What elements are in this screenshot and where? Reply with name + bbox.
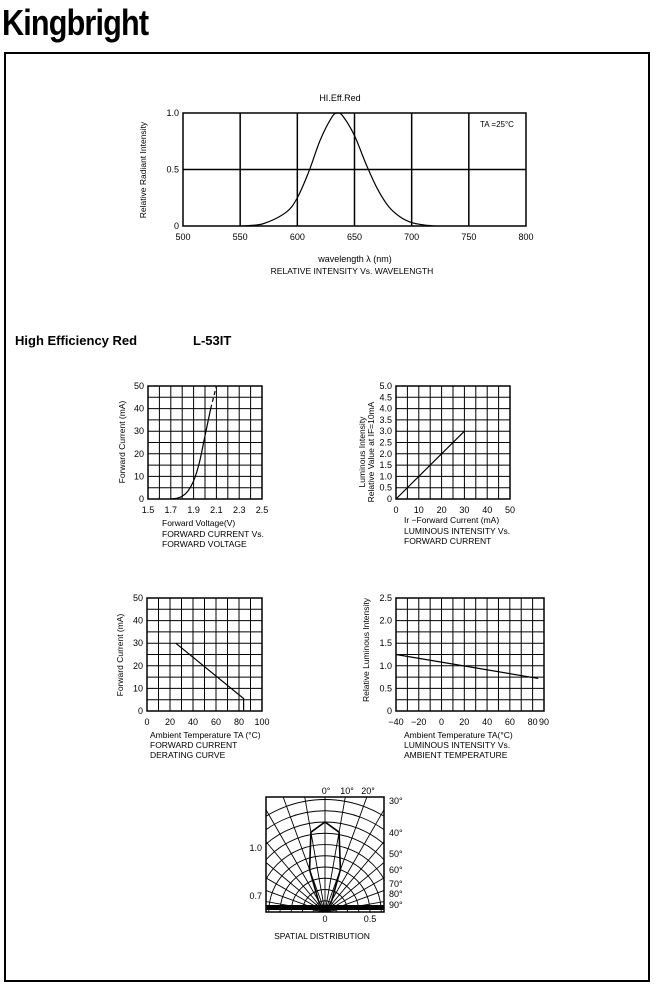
iv-xtick-label: 1.5 [141,505,155,515]
iv-ytick-label: 30 [133,426,144,437]
iv-caption-1: FORWARD CURRENT Vs. [162,529,264,539]
temp-xtick-label: −20 [411,717,427,727]
temp-xtick-label: −40 [388,717,404,727]
derating-ytick-label: 0 [137,706,143,716]
iv-lum-ylabel-1: Luminous Intensity [357,416,367,488]
spectrum-annotation: TA =25°C [480,120,514,129]
derating-caption-2: DERATING CURVE [150,750,226,760]
iv-lum-xtick-label: 40 [482,505,493,515]
iv-lum-ytick-label: 3.5 [379,414,392,425]
spatial-angle-label: 0° [321,786,331,796]
iv-ytick-label: 0 [138,494,144,504]
iv-lum-ytick-label: 1.0 [379,471,392,482]
spatial-radial-label: 0 [322,914,328,924]
iv-lum-ytick-label: 4.0 [379,403,392,414]
temp-ytick-label: 2.0 [379,615,392,626]
iv-lum-ytick-label: 2.0 [379,448,392,459]
iv-xtick-label: 2.5 [255,505,269,515]
temp-ytick-label: 1.5 [379,638,392,649]
section-title: High Efficiency Red [15,333,138,348]
iv-lum-chart [396,386,510,499]
temp-ytick-label: 2.5 [379,593,392,603]
iv-lum-ytick-label: 3.0 [379,426,392,437]
temp-series-line [396,655,538,679]
temp-chart [396,598,544,711]
iv-lum-xtick-label: 0 [393,505,399,515]
iv-ytick-label: 20 [133,448,144,459]
iv-ytick-label: 10 [133,471,144,482]
iv-xtick-label: 2.3 [232,505,246,515]
iv-ylabel: Forward Current (mA) [117,400,127,484]
iv-ytick-label: 40 [133,403,144,414]
derating-ylabel: Forward Current (mA) [115,613,125,697]
derating-ytick-label: 40 [132,615,143,626]
temp-xtick-label: 20 [459,717,470,727]
spectrum-caption: RELATIVE INTENSITY Vs. WAVELENGTH [270,266,434,276]
spectrum-xtick-label: 600 [289,232,305,242]
iv-lum-ytick-label: 0 [386,494,392,504]
spatial-radial-label: 0.7 [249,891,262,901]
derating-ytick-label: 20 [132,660,143,671]
spatial-baseline [266,905,384,910]
brand-logo: Kingbright [2,2,149,43]
spectrum-xtick-label: 550 [232,232,248,242]
spatial-angle-label: 30° [389,796,403,806]
iv-ytick-label: 50 [133,381,144,391]
spatial-angle-label: 20° [361,786,375,796]
spatial-angle-label: 40° [389,828,403,838]
iv-lum-caption-1: LUMINOUS INTENSITY Vs. [404,526,511,536]
spatial-angle-label: 10° [340,786,354,796]
iv-xtick-label: 1.7 [164,505,178,515]
derating-caption-1: FORWARD CURRENT [150,740,238,750]
spatial-angle-label: 50° [389,849,403,859]
iv-xtick-label: 1.9 [187,505,200,515]
spectrum-ytick-label: 0 [173,221,179,231]
temp-caption-2: AMBIENT TEMPERATURE [404,750,508,760]
iv-lum-xtick-label: 50 [504,505,516,515]
spatial-radial-label: 0.5 [363,914,377,924]
spatial-angle-label: 70° [389,879,403,889]
iv-lum-xtick-label: 10 [413,505,424,515]
iv-lum-ytick-label: 5.0 [379,381,392,391]
derating-xtick-label: 40 [187,717,199,727]
iv-lum-ytick-label: 4.5 [379,392,392,403]
iv-lum-ytick-label: 2.5 [379,437,392,448]
iv-chart [148,386,262,499]
derating-xtick-label: 20 [164,717,176,727]
temp-xtick-label: 40 [482,717,493,727]
spectrum-xtick-label: 750 [461,232,477,242]
derating-xtick-label: 60 [210,717,222,727]
iv-lum-xtick-label: 30 [459,505,470,515]
temp-caption-1: LUMINOUS INTENSITY Vs. [404,740,511,750]
iv-caption-2: FORWARD VOLTAGE [162,539,247,549]
iv-lum-ytick-label: 0.5 [379,482,392,493]
iv-xlabel: Forward Voltage(V) [162,518,236,528]
derating-ytick-label: 10 [132,683,143,694]
spectrum-title: HI.Eff.Red [319,93,361,103]
spectrum-xtick-label: 700 [404,232,420,242]
spatial-angle-label: 90° [389,900,403,910]
spectrum-xtick-label: 650 [346,232,363,242]
derating-ytick-label: 30 [132,638,143,649]
spectrum-xtick-label: 500 [175,232,191,242]
temp-ylabel: Relative Luminous Intensity [361,598,371,702]
iv-xtick-label: 2.1 [210,505,223,515]
spatial-radial-label: 1.0 [249,843,262,853]
temp-xtick-label: 80 [527,717,538,727]
spectrum-chart [183,113,526,226]
spectrum-ytick-label: 0.5 [166,164,179,175]
spectrum-ylabel: Relative Radiant Intensity [138,121,148,219]
iv-lum-caption-2: FORWARD CURRENT [404,536,492,546]
derating-xtick-label: 80 [233,717,245,727]
derating-xlabel: Ambient Temperature TA (°C) [150,730,261,740]
spectrum-xtick-label: 800 [518,232,534,242]
iv-lum-ytick-label: 1.5 [379,460,392,471]
spectrum-xlabel: wavelength λ (nm) [318,254,392,264]
temp-xlabel: Ambient Temperature TA(°C) [404,730,513,740]
iv-lum-ylabel-2: Relative Value at IF=10mA [366,401,376,503]
spatial-caption: SPATIAL DISTRIBUTION [274,931,370,941]
iv-lum-xtick-label: 20 [436,505,447,515]
temp-xtick-label: 90 [538,717,550,727]
temp-ytick-label: 0 [386,706,392,716]
temp-ytick-label: 0.5 [379,683,392,694]
part-number: L-53IT [193,333,232,348]
temp-xtick-label: 60 [504,717,515,727]
derating-xtick-label: 0 [144,717,150,727]
temp-ytick-label: 1.0 [379,660,392,671]
spatial-angle-label: 80° [389,889,403,899]
spectrum-ytick-label: 1.0 [166,108,179,118]
derating-xtick-label: 100 [254,717,270,727]
spatial-angle-label: 60° [389,865,403,875]
temp-xtick-label: 0 [439,717,445,727]
iv-lum-xlabel: Ir −Forward Current (mA) [404,515,500,525]
derating-chart [147,598,262,711]
derating-ytick-label: 50 [132,593,143,603]
